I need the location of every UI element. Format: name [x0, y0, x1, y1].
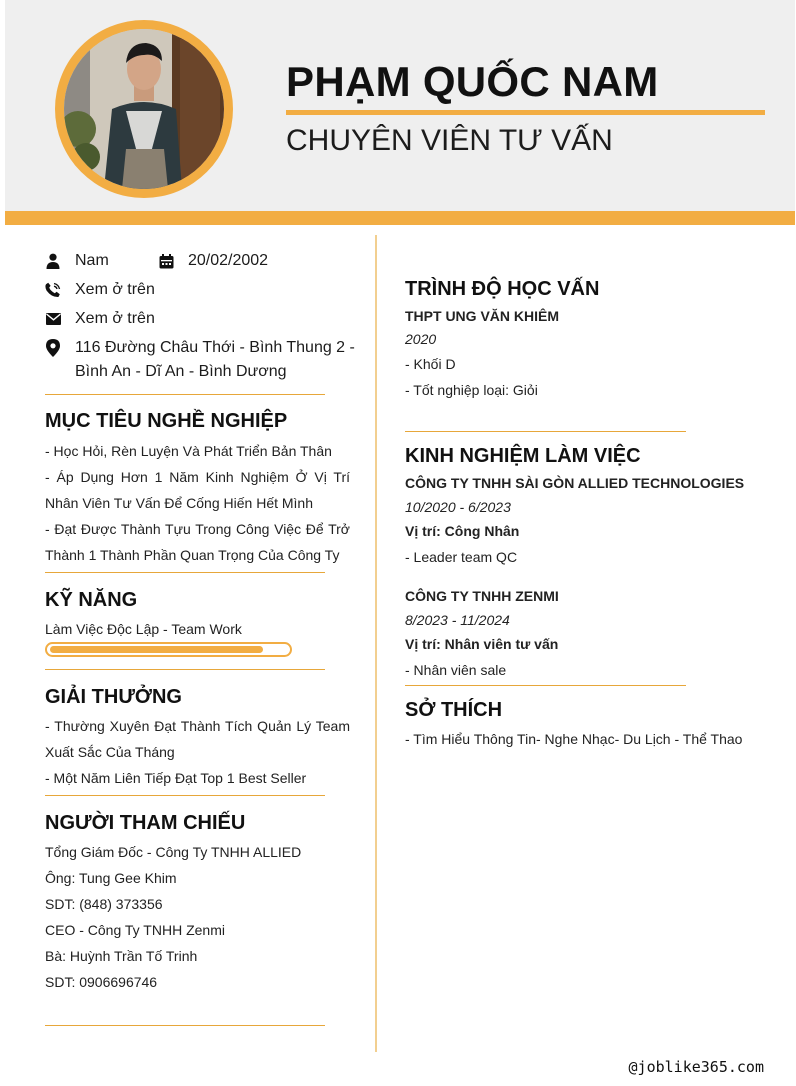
section-rule — [45, 572, 325, 573]
award-item: - Thường Xuyên Đạt Thành Tích Quản Lý Team Xuất Sắc Của Tháng — [45, 718, 350, 760]
job-title: CHUYÊN VIÊN TƯ VẤN — [286, 124, 613, 157]
address-line-2: Bình An - Dĩ An - Bình Dương — [75, 363, 287, 380]
profile-photo — [64, 29, 224, 189]
position-label: Vị trí: — [405, 523, 445, 539]
phone-icon — [45, 278, 61, 302]
hobbies-text: - Tìm Hiểu Thông Tin- Nghe Nhạc- Du Lịch - Thể Thao — [405, 731, 743, 747]
education-year: 2020 — [405, 331, 437, 347]
award-item: - Một Năm Liên Tiếp Đạt Top 1 Best Seller — [45, 770, 307, 786]
hobbies-title: SỞ THÍCH — [405, 699, 503, 721]
company-name: CÔNG TY TNHH SÀI GÒN ALLIED TECHNOLOGIES — [405, 475, 745, 491]
map-pin-icon — [45, 336, 61, 360]
contact-email — [45, 307, 155, 331]
position-value: Nhân viên tư vấn — [444, 636, 559, 652]
skill-level-fill — [50, 646, 263, 653]
company-name: CÔNG TY TNHH ZENMI — [405, 588, 559, 604]
job-period: 10/2020 - 6/2023 — [405, 499, 511, 515]
contact-phone — [45, 278, 155, 302]
watermark: @joblike365.com — [628, 1058, 764, 1076]
job-position — [405, 634, 558, 654]
user-icon — [45, 249, 61, 273]
skill-name: Làm Việc Độc Lập - Team Work — [45, 621, 242, 637]
contact-address — [45, 336, 355, 384]
objective-title: MỤC TIÊU NGHỀ NGHIỆP — [45, 410, 288, 432]
section-rule — [45, 394, 325, 395]
objective-item: - Học Hỏi, Rèn Luyện Và Phát Triển Bản Thân — [45, 443, 332, 459]
objective-item: - Đạt Được Thành Tựu Trong Công Việc Để Trở Thành 1 Thành Phần Quan Trọng Của Công Ty — [45, 521, 350, 563]
avatar-frame — [55, 20, 233, 198]
section-rule — [45, 1025, 325, 1026]
address-line-1: 116 Đường Châu Thới - Bình Thung 2 - — [75, 339, 355, 356]
objective-item: - Áp Dụng Hơn 1 Năm Kinh Nghiệm Ở Vị Trí Nhân Viên Tư Vấn Để Cống Hiến Hết Mình — [45, 469, 350, 511]
reference-line: SDT: (848) 373356 — [45, 896, 163, 912]
column-divider — [375, 235, 377, 1052]
job-description: - Leader team QC — [405, 549, 518, 565]
awards-title: GIẢI THƯỞNG — [45, 686, 182, 708]
position-value: Công Nhân — [444, 523, 520, 539]
job-description: - Nhân viên sale — [405, 662, 507, 678]
position-label: Vị trí: — [405, 636, 445, 652]
section-rule — [45, 669, 325, 670]
reference-line: Ông: Tung Gee Khim — [45, 870, 177, 886]
reference-line: Tổng Giám Đốc - Công Ty TNHH ALLIED — [45, 844, 302, 860]
section-rule — [45, 795, 325, 796]
section-rule — [405, 685, 686, 686]
education-title: TRÌNH ĐỘ HỌC VẤN — [405, 278, 600, 300]
envelope-icon — [45, 307, 61, 331]
email-value: Xem ở trên — [75, 310, 155, 327]
experience-title: KINH NGHIỆM LÀM VIỆC — [405, 445, 641, 467]
skills-title: KỸ NĂNG — [45, 589, 138, 611]
gender-value: Nam — [75, 252, 109, 269]
calendar-icon — [158, 249, 174, 273]
birthday-value: 20/02/2002 — [188, 252, 269, 269]
contact-birthday — [158, 249, 268, 273]
school-name: THPT UNG VĂN KHIÊM — [405, 308, 559, 324]
skill-level-bar — [45, 642, 292, 657]
reference-line: CEO - Công Ty TNHH Zenmi — [45, 922, 225, 938]
header-accent-bar — [5, 211, 795, 225]
phone-value: Xem ở trên — [75, 281, 155, 298]
references-title: NGƯỜI THAM CHIẾU — [45, 812, 246, 834]
job-position — [405, 521, 519, 541]
candidate-name: PHẠM QUỐC NAM — [286, 58, 659, 105]
job-period: 8/2023 - 11/2024 — [405, 612, 510, 628]
reference-line: Bà: Huỳnh Trần Tố Trinh — [45, 948, 198, 964]
section-rule — [405, 431, 686, 432]
education-detail: - Tốt nghiệp loại: Giỏi — [405, 382, 538, 398]
reference-line: SDT: 0906696746 — [45, 974, 158, 990]
avatar — [64, 29, 224, 189]
name-underline — [286, 110, 765, 115]
education-detail: - Khối D — [405, 356, 456, 372]
contact-gender — [45, 249, 109, 273]
